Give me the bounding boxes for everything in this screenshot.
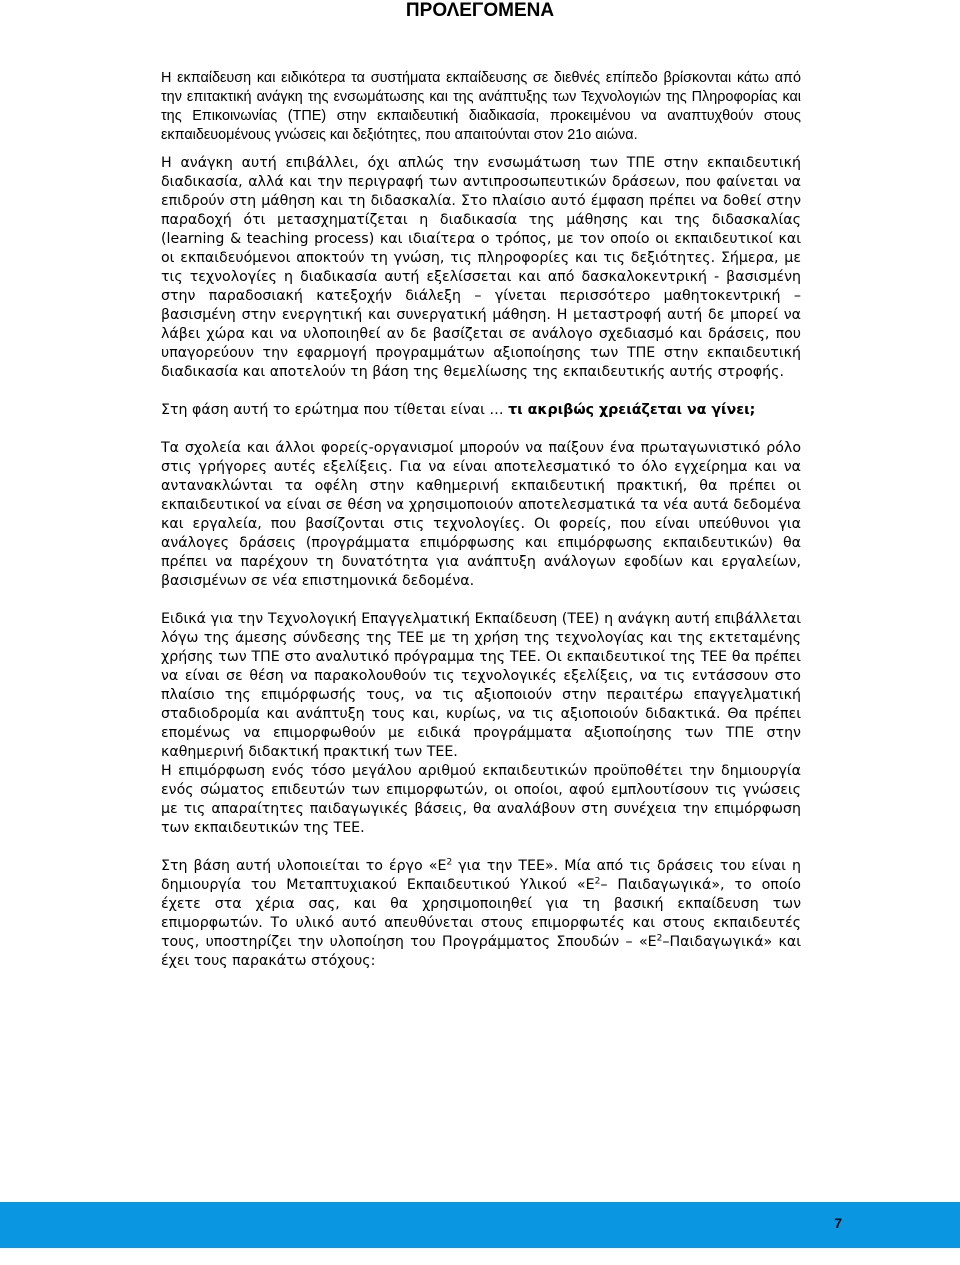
superscript-2: 2 (594, 876, 601, 887)
paragraph-trainers: Η επιμόρφωση ενός τόσο μεγάλου αριθμού εκπαιδευτικών προϋποθέτει την δημιουργία ενός σώματος επιδευτών των επιμορφωτών, οι οποίοι, αφού εμπλουτίσουν τις γνώσεις με τις απαραίτητες παιδαγωγικές βάσεις, θα αναλάβουν στη συνέχεια την επιμόρφωση των εκπαιδευτικών της ΤΕΕ. (161, 763, 801, 836)
project-text-c: – Παιδαγωγικά», το οποίο έχετε στα χέρια σας, και θα χρησιμοποιηθεί για τη βασική εκπαίδευση των επιμορφωτών. Το υλικό αυτό απευθύνεται στους επιμορφωτές και στους εκπαιδευτές τους, υποστηρίζει την υλοποίηση του Προγράμματος Σπουδών – «Ε (161, 877, 801, 950)
superscript-2: 2 (656, 933, 663, 944)
question-lead: Στη φάση αυτή το ερώτημα που τίθεται είναι … (161, 402, 509, 418)
paragraph-project (161, 857, 801, 971)
document-body (161, 69, 801, 971)
paragraph-schools: Τα σχολεία και άλλοι φορείς-οργανισμοί μπορούν να παίξουν ένα πρωταγωνιστικό ρόλο στις γρήγορες αυτές εξελίξεις. Για να είναι αποτελεσματικό το όλο εγχείρημα και να αντανακλώνται τα οφέλη στην καθημερινή εκπαιδευτική πρακτική, θα πρέπει οι εκπαιδευτικοί να είναι σε θέση να χρησιμοποιούν αποτελεσματικά τα νέα αυτά δεδομένα και εργαλεία, που βασίζονται στις τεχνολογίες. Οι φορείς, που είναι υπεύθυνοι για ανάλογες δράσεις (προγράμματα επιμόρφωσης και επιμόρφωσης εκπαιδευτικών) θα πρέπει να παρέχουν τη δυνατότητα για ανάπτυξη ανάλογων εφοδίων και εργαλείων, βασισμένων σε νέα επιστημονικά δεδομένα. (161, 440, 801, 589)
paragraph-intro: Η εκπαίδευση και ειδικότερα τα συστήματα εκπαίδευσης σε διεθνές επίπεδο βρίσκονται κάτω από την επιτακτική ανάγκη της ενσωμάτωσης και της ανάπτυξης των Τεχνολογιών της Πληροφορίας και της Επικοινωνίας (ΤΠΕ) στην εκπαιδευτική διαδικασία, προκειμένου να αναπτυχθούν στους εκπαιδευομένους γνώσεις και δεξιότητες, που απαιτούνται στον 21ο αιώνα. (161, 70, 801, 143)
paragraph-need: Η ανάγκη αυτή επιβάλλει, όχι απλώς την ενσωμάτωση των ΤΠΕ στην εκπαιδευτική διαδικασία, αλλά και την περιγραφή των αντιπροσωπευτικών δράσεων, που φαίνεται να επιδρούν στη μάθηση και τη διδασκαλία. Στο πλαίσιο αυτό έμφαση πρέπει να δοθεί στην παραδοχή ότι μετασχηματίζεται η διαδικασία της μάθησης και της διδασκαλίας (learning & teaching process) και ιδιαίτερα ο τρόπος, με τον οποίο οι εκπαιδευτικοί και οι εκπαιδευόμενοι αποκτούν τη γνώση, τις πληροφορίες και τις δεξιότητες. Σήμερα, με τις τεχνολογίες η διαδικασία αυτή εξελίσσεται και από δασκαλοκεντρική - βασισμένη στην παραδοσιακή κατεξοχήν διάλεξη – γίνεται περισσότερο μαθητοκεντρική – βασισμένη στην ενεργητική και συνεργατική μάθηση. Η μεταστροφή αυτή δε μπορεί να λάβει χώρα και να υλοποιηθεί αν δε βασίζεται σε ανάλογο σχεδιασμό και δράσεις, που υπαγορεύουν την εφαρμογή προγραμμάτων αξιοποίησης των ΤΠΕ στην εκπαιδευτική διαδικασία και αποτελούν τη βάση της θεμελίωσης της εκπαιδευτικής αυτής στροφής. (161, 155, 801, 380)
paragraph-tee: Ειδικά για την Τεχνολογική Επαγγελματική Εκπαίδευση (ΤΕΕ) η ανάγκη αυτή επιβάλλεται λόγω της άμεσης σύνδεσης της ΤΕΕ με τη χρήση της τεχνολογίας και της εκτεταμένης χρήσης των ΤΠΕ στο αναλυτικό πρόγραμμα της ΤΕΕ. Οι εκπαιδευτικοί της ΤΕΕ θα πρέπει να είναι σε θέση να παρακολουθούν τις τεχνολογικές εξελίξεις, να τις εντάσσουν στο πλαίσιο της επιμόρφωσής τους, να τις αξιοποιούν στην περαιτέρω επαγγελματική σταδιοδρομία και ανάπτυξη τους και, κυρίως, να τις αξιοποιούν διδακτικά. Θα πρέπει επομένως να επιμορφωθούν με ειδικά προγράμματα αξιοποίησης των ΤΠΕ στην καθημερινή διδακτική πρακτική των ΤΕΕ. (161, 611, 801, 760)
question-emphasis: τι ακριβώς χρειάζεται να γίνει; (508, 402, 756, 418)
page-title: ΠΡΟΛΕΓΟΜΕΝΑ (405, 0, 555, 21)
project-text-b: για την ΤΕΕ». Μία από τις δράσεις του είναι η δημιουργία του Μεταπτυχιακού Εκπαιδευτικού Υλικού «Ε (161, 858, 801, 893)
project-text-a: Στη βάση αυτή υλοποιείται το έργο «Ε (161, 858, 447, 874)
page-number: 7 (834, 1215, 842, 1231)
project-text-d: –Παιδαγωγικά» και έχει τους παρακάτω στόχους: (161, 934, 801, 969)
footer-bar (0, 1202, 960, 1248)
paragraph-question (161, 401, 801, 420)
superscript-2: 2 (446, 857, 453, 868)
